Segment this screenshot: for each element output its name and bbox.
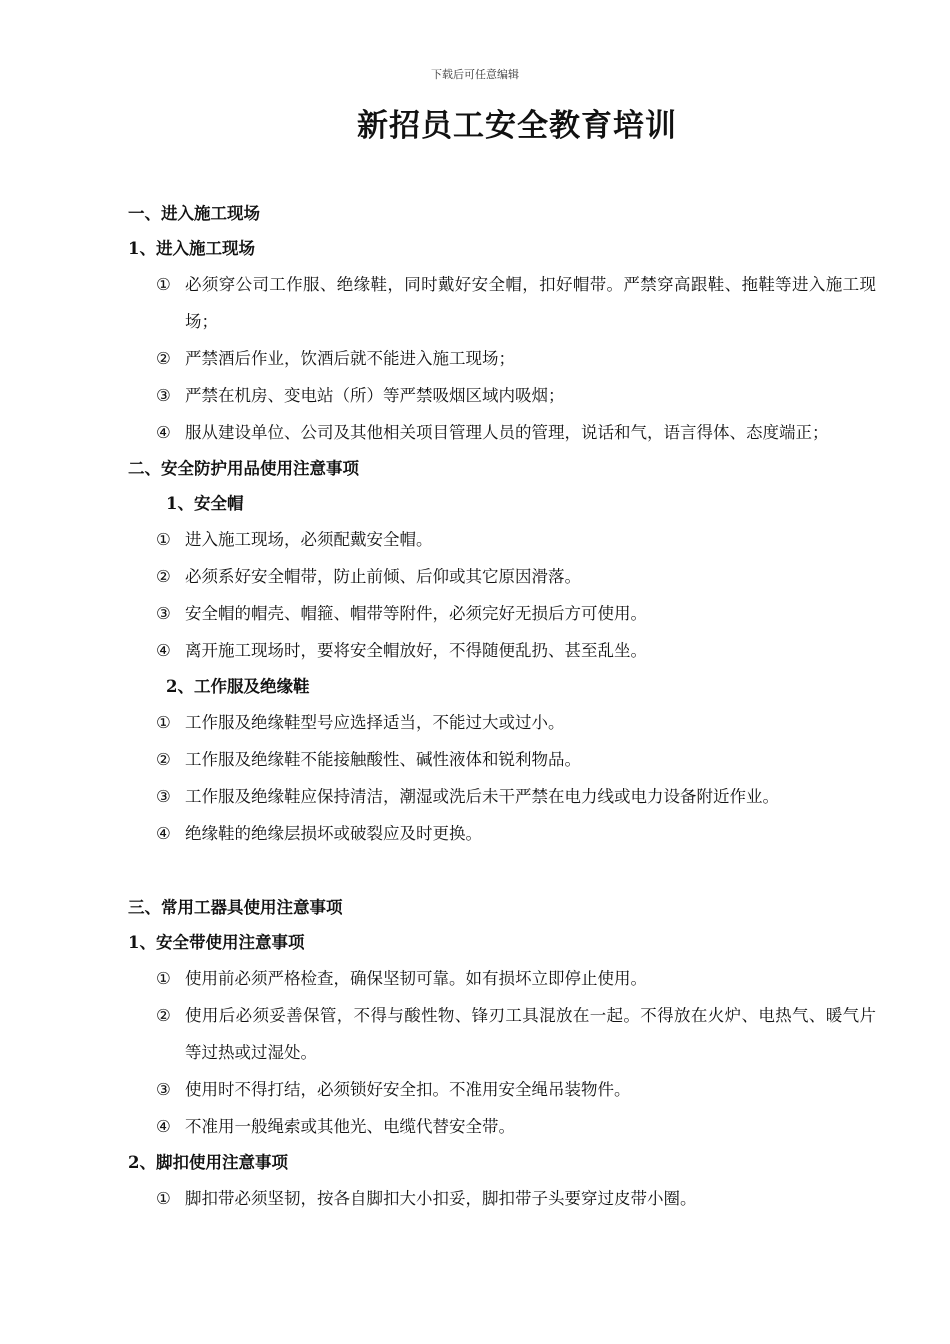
item-text: 不准用一般绳索或其他光、电缆代替安全带。 xyxy=(185,1117,515,1136)
list-item xyxy=(156,960,876,997)
subsection-heading: 1、安全带使用注意事项 xyxy=(128,933,305,952)
section-heading: 二、安全防护用品使用注意事项 xyxy=(128,459,359,478)
list-item xyxy=(156,778,876,815)
item-marker: ② xyxy=(156,1006,171,1025)
item-text: 使用后必须妥善保管，不得与酸性物、锋刃工具混放在一起。不得放在火炉、电热气、暖气片等过热或过湿处。 xyxy=(185,1006,876,1062)
list-item xyxy=(156,377,876,414)
item-marker: ④ xyxy=(156,1117,171,1136)
subsection-heading: 1、进入施工现场 xyxy=(128,239,255,258)
item-text: 使用前必须严格检查，确保坚韧可靠。如有损坏立即停止使用。 xyxy=(185,969,647,988)
subsection-heading: 2、工作服及绝缘鞋 xyxy=(166,677,310,696)
document-title: 新招员工安全教育培训 xyxy=(357,108,677,144)
list-item xyxy=(156,340,876,377)
list-item xyxy=(156,815,876,852)
list-item xyxy=(156,595,876,632)
item-text: 安全帽的帽壳、帽箍、帽带等附件，必须完好无损后方可使用。 xyxy=(185,604,647,623)
item-text: 离开施工现场时，要将安全帽放好，不得随便乱扔、甚至乱坐。 xyxy=(185,641,647,660)
section-heading: 三、常用工器具使用注意事项 xyxy=(128,898,343,917)
list-item xyxy=(156,632,876,669)
item-text: 必须系好安全帽带，防止前倾、后仰或其它原因滑落。 xyxy=(185,567,581,586)
document-body xyxy=(0,196,950,1217)
item-text: 使用时不得打结，必须锁好安全扣。不准用安全绳吊装物件。 xyxy=(185,1080,631,1099)
item-text: 服从建设单位、公司及其他相关项目管理人员的管理，说话和气，语言得体、态度端正； xyxy=(185,423,829,442)
item-marker: ③ xyxy=(156,787,171,806)
list-item xyxy=(156,1071,876,1108)
item-text: 脚扣带必须坚韧，按各自脚扣大小扣妥，脚扣带子头要穿过皮带小圈。 xyxy=(185,1189,697,1208)
item-marker: ④ xyxy=(156,641,171,660)
item-marker: ④ xyxy=(156,423,171,442)
item-marker: ④ xyxy=(156,824,171,843)
item-text: 工作服及绝缘鞋型号应选择适当，不能过大或过小。 xyxy=(185,713,565,732)
item-marker: ③ xyxy=(156,386,171,405)
section-heading: 一、进入施工现场 xyxy=(128,204,260,223)
item-text: 工作服及绝缘鞋应保持清洁，潮湿或洗后未干严禁在电力线或电力设备附近作业。 xyxy=(185,787,779,806)
item-text: 必须穿公司工作服、绝缘鞋，同时戴好安全帽，扣好帽带。严禁穿高跟鞋、拖鞋等进入施工现场； xyxy=(185,275,876,331)
item-text: 严禁酒后作业，饮酒后就不能进入施工现场； xyxy=(185,349,515,368)
item-text: 严禁在机房、变电站（所）等严禁吸烟区域内吸烟； xyxy=(185,386,565,405)
list-item xyxy=(156,1180,876,1217)
item-marker: ① xyxy=(156,1189,171,1208)
list-item xyxy=(156,266,876,340)
header-note: 下载后可任意编辑 xyxy=(431,68,519,81)
item-marker: ② xyxy=(156,750,171,769)
item-marker: ① xyxy=(156,713,171,732)
item-marker: ① xyxy=(156,530,171,549)
item-text: 进入施工现场，必须配戴安全帽。 xyxy=(185,530,433,549)
list-item xyxy=(156,1108,876,1145)
subsection-heading: 1、安全帽 xyxy=(166,494,244,513)
list-item xyxy=(156,558,876,595)
item-marker: ③ xyxy=(156,1080,171,1099)
item-marker: ① xyxy=(156,969,171,988)
item-marker: ② xyxy=(156,349,171,368)
list-item xyxy=(156,414,876,451)
list-item xyxy=(156,704,876,741)
list-item xyxy=(156,521,876,558)
item-marker: ① xyxy=(156,275,171,294)
subsection-heading: 2、脚扣使用注意事项 xyxy=(128,1153,288,1172)
list-item xyxy=(156,997,876,1071)
item-marker: ② xyxy=(156,567,171,586)
list-item xyxy=(156,741,876,778)
item-text: 工作服及绝缘鞋不能接触酸性、碱性液体和锐利物品。 xyxy=(185,750,581,769)
item-marker: ③ xyxy=(156,604,171,623)
item-text: 绝缘鞋的绝缘层损坏或破裂应及时更换。 xyxy=(185,824,482,843)
